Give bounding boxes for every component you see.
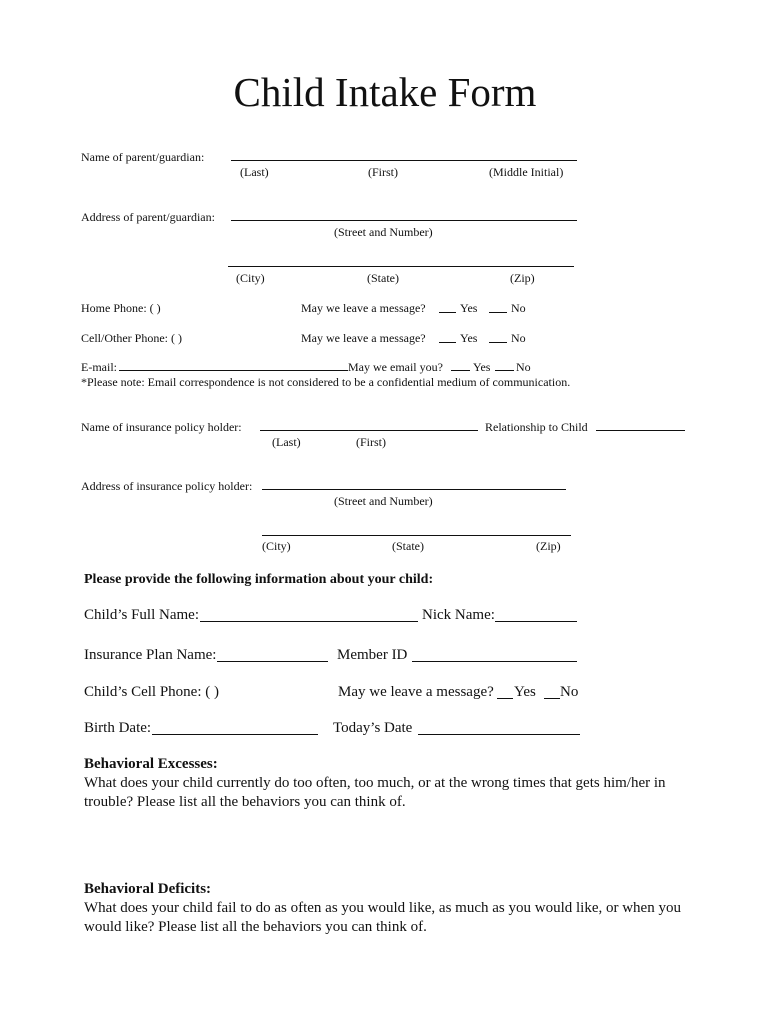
home-message-no-blank[interactable] [489, 312, 507, 313]
insurance-last-sub: (Last) [272, 435, 301, 449]
cell-message-yes-blank[interactable] [439, 342, 456, 343]
parent-zip-sub: (Zip) [510, 271, 535, 285]
insurance-plan-label: Insurance Plan Name: [84, 647, 217, 663]
parent-last-sub: (Last) [240, 165, 269, 179]
cell-phone-label: Cell/Other Phone: ( ) [81, 331, 182, 345]
cell-message-no-blank[interactable] [489, 342, 507, 343]
insurance-holder-label: Name of insurance policy holder: [81, 420, 242, 434]
email-field[interactable] [119, 370, 348, 371]
insurance-zip-sub: (Zip) [536, 539, 561, 553]
child-message-yes: Yes [514, 684, 536, 700]
insurance-city-field[interactable] [262, 535, 571, 536]
excesses-heading: Behavioral Excesses: [84, 756, 218, 772]
email-yes: Yes [473, 360, 491, 374]
relationship-field[interactable] [596, 430, 685, 431]
todays-date-field[interactable] [418, 734, 580, 735]
parent-name-label: Name of parent/guardian: [81, 150, 205, 164]
insurance-first-sub: (First) [356, 435, 386, 449]
child-full-name-label: Child’s Full Name: [84, 607, 200, 623]
parent-city-field[interactable] [228, 266, 574, 267]
email-no-blank[interactable] [495, 370, 514, 371]
birth-date-label: Birth Date: [84, 720, 152, 736]
deficits-question: What does your child fail to do as often as you would like, as much as you would like, or when you would like? Please list all the behaviors you can think of. [84, 900, 681, 935]
child-cell-phone-label: Child’s Cell Phone: ( ) [84, 684, 219, 700]
insurance-street-field[interactable] [262, 489, 566, 490]
parent-name-field[interactable] [231, 160, 577, 161]
member-id-label: Member ID [337, 647, 408, 663]
parent-city-sub: (City) [236, 271, 265, 285]
email-no: No [516, 360, 531, 374]
email-note: *Please note: Email correspondence is not considered to be a confidential medium of communication. [81, 375, 571, 389]
child-message-no: No [560, 684, 579, 700]
parent-street-field[interactable] [231, 220, 577, 221]
home-message-no: No [511, 301, 526, 315]
birth-date-field[interactable] [152, 734, 318, 735]
home-message-yes: Yes [460, 301, 478, 315]
email-label: E-mail: [81, 360, 117, 374]
parent-first-sub: (First) [368, 165, 398, 179]
parent-address-label: Address of parent/guardian: [81, 210, 215, 224]
cell-message-no: No [511, 331, 526, 345]
insurance-plan-field[interactable] [217, 661, 328, 662]
child-full-name-field[interactable] [200, 621, 418, 622]
parent-street-sub: (Street and Number) [334, 225, 433, 239]
child-message-no-blank[interactable] [544, 698, 560, 699]
email-yes-blank[interactable] [451, 370, 470, 371]
insurance-street-sub: (Street and Number) [334, 494, 433, 508]
email-question: May we email you? [348, 360, 443, 374]
nick-name-label: Nick Name: [422, 607, 495, 623]
excesses-question: What does your child currently do too often, too much, or at the wrong times that gets him/her in trouble? Please list all the behaviors you can think of. [84, 775, 666, 810]
insurance-state-sub: (State) [392, 539, 424, 553]
home-message-question: May we leave a message? [301, 301, 426, 315]
cell-message-yes: Yes [460, 331, 478, 345]
child-info-heading: Please provide the following information about your child: [84, 572, 434, 587]
relationship-label: Relationship to Child [485, 420, 588, 434]
deficits-heading: Behavioral Deficits: [84, 881, 212, 897]
insurance-address-label: Address of insurance policy holder: [81, 479, 253, 493]
home-message-yes-blank[interactable] [439, 312, 456, 313]
insurance-city-sub: (City) [262, 539, 291, 553]
form-title: Child Intake Form [233, 69, 537, 115]
home-phone-label: Home Phone: ( ) [81, 301, 161, 315]
member-id-field[interactable] [412, 661, 577, 662]
todays-date-label: Today’s Date [333, 720, 413, 736]
child-message-question: May we leave a message? [338, 684, 494, 700]
insurance-holder-field[interactable] [260, 430, 478, 431]
parent-middle-sub: (Middle Initial) [489, 165, 564, 179]
nick-name-field[interactable] [495, 621, 577, 622]
child-message-yes-blank[interactable] [497, 698, 513, 699]
parent-state-sub: (State) [367, 271, 399, 285]
cell-message-question: May we leave a message? [301, 331, 426, 345]
